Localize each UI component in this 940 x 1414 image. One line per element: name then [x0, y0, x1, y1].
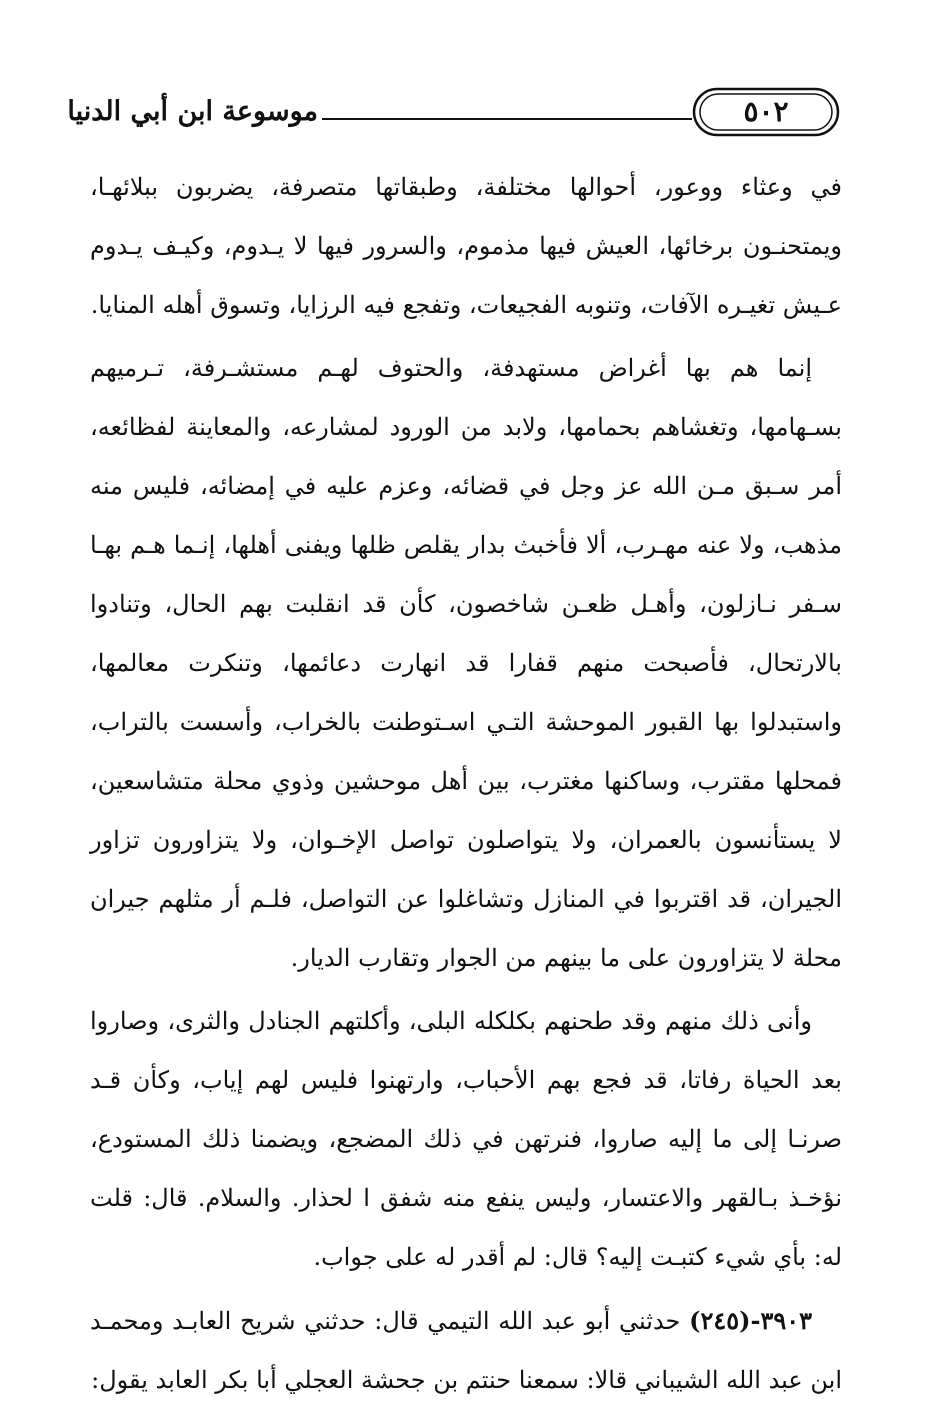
- hadith-number: ٣٩٠٣-(٢٤٥): [689, 1306, 812, 1335]
- paragraph-1: في وعثاء ووعور، أحوالها مختلفة، وطبقاتها متصرفة، يضربون ببلائهـا، ويمتحنـون برخائها، العيش فيها مذموم، والسرور فيها لا يـدوم، وكيـف يـدوم عـيش تغيـره الآفات، وتنوبه الفجيعات، وتفجع فيه الرزايا، وتسوق أهله المنايا.: [90, 173, 842, 319]
- running-title: موسوعة ابن أبي الدنيا: [67, 96, 318, 127]
- hadith-text: حدثني أبو عبد الله التيمي قال: حدثني شريح العابـد ومحمـد ابن عبد الله الشيباني قالا: سمعنا حنتم بن جحشة العجلي أبا بكر العابد يقول:: [90, 1307, 842, 1394]
- page-number: ٥٠٢: [743, 95, 789, 128]
- page-body: [90, 158, 842, 1414]
- page-header: [0, 0, 940, 150]
- page-number-frame: [692, 87, 840, 137]
- paragraph-3: وأنى ذلك منهم وقد طحنهم بكلكله البلى، وأكلتهم الجنادل والثرى، وصاروا بعد الحياة رفاتا، قد فجع بهم الأحباب، وارتهنوا فليس لهم إياب، وكأن قـد صرنـا إلى ما إليه صاروا، فنرتهن في ذلك المضجع، ويضمنا ذلك المستودع، نؤخـذ بـالقهر والاعتسار، وليس ينفع منه شفق ا لحذار. والسلام. قال: قلت له: بأي شيء كتبـت إليه؟ قال: لم أقدر له على جواب.: [90, 1007, 842, 1271]
- hadith-paragraph: [90, 1291, 842, 1410]
- header-rule: [322, 118, 692, 120]
- paragraph-2: إنما هم بها أغراض مستهدفة، والحتوف لهـم مستشـرفة، تـرميهم بسـهامها، وتغشاهم بحمامها، ولابد من الورود لمشارعه، والمعاينة لفظائعه، أمر سـبق مـن الله عز وجل في قضائه، وعزم عليه في إمضائه، فليس منه مذهب، ولا عنه مهـرب، ألا فأخبث بدار يقلص ظلها ويفنى أهلها، إنـما هـم بهـا سـفر نـازلون، وأهـل ظعـن شاخصون، كأن قد انقلبت بهم الحال، وتنادوا بالارتحال، فأصبحت منهم قفارا قد انهارت دعائمها، وتنكرت معالمها، واستبدلوا بها القبور الموحشة التـي اسـتوطنت بالخراب، وأسست بالتراب، فمحلها مقترب، وساكنها مغترب، بين أهل موحشين وذوي محلة متشاسعين، لا يستأنسون بالعمران، ولا يتواصلون تواصل الإخـوان، ولا يتزاورون تزاور الجيران، قد اقتربوا في المنازل وتشاغلوا عن التواصل، فلـم أر مثلهم جيران محلة لا يتزاورون على ما بينهم من الجوار وتقارب الديار.: [90, 354, 843, 972]
